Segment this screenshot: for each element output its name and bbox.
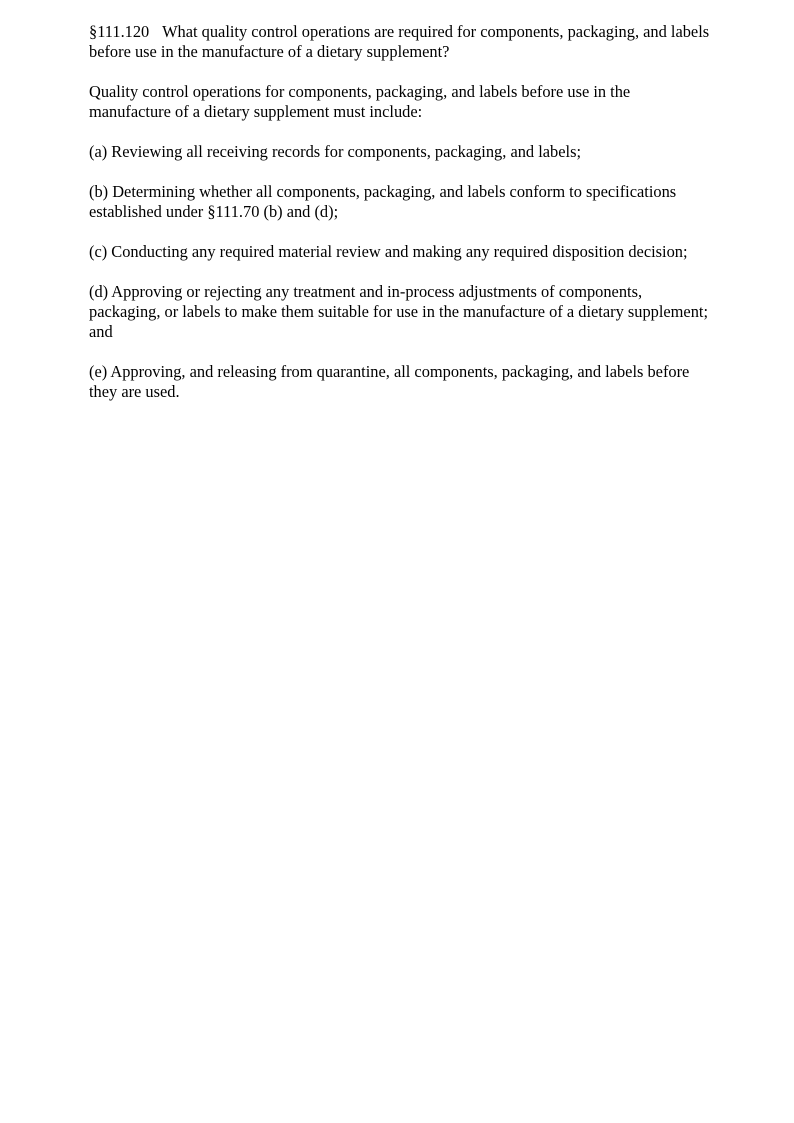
list-item-e: (e) Approving, and releasing from quarantine, all components, packaging, and labels before they are used. bbox=[89, 362, 690, 401]
list-item-a: (a) Reviewing all receiving records for components, packaging, and labels; bbox=[89, 142, 581, 161]
section-title: What quality control operations are required for components, packaging, and labels before use in the manufacture of a dietary supplement? bbox=[89, 22, 710, 61]
list-item-d: (d) Approving or rejecting any treatment and in-process adjustments of components, packaging, or labels to make them suitable for use in the manufacture of a dietary supplement; and bbox=[89, 282, 708, 341]
list-item-c: (c) Conducting any required material review and making any required disposition decision; bbox=[89, 242, 688, 261]
section-heading bbox=[89, 22, 714, 62]
document-page bbox=[89, 22, 714, 422]
section-number: §111.120 bbox=[89, 22, 150, 41]
intro-paragraph: Quality control operations for components, packaging, and labels before use in the manufacture of a dietary supplement must include: bbox=[89, 82, 631, 121]
list-item-b: (b) Determining whether all components, packaging, and labels conform to specifications established under §111.70 (b) and (d); bbox=[89, 182, 677, 221]
